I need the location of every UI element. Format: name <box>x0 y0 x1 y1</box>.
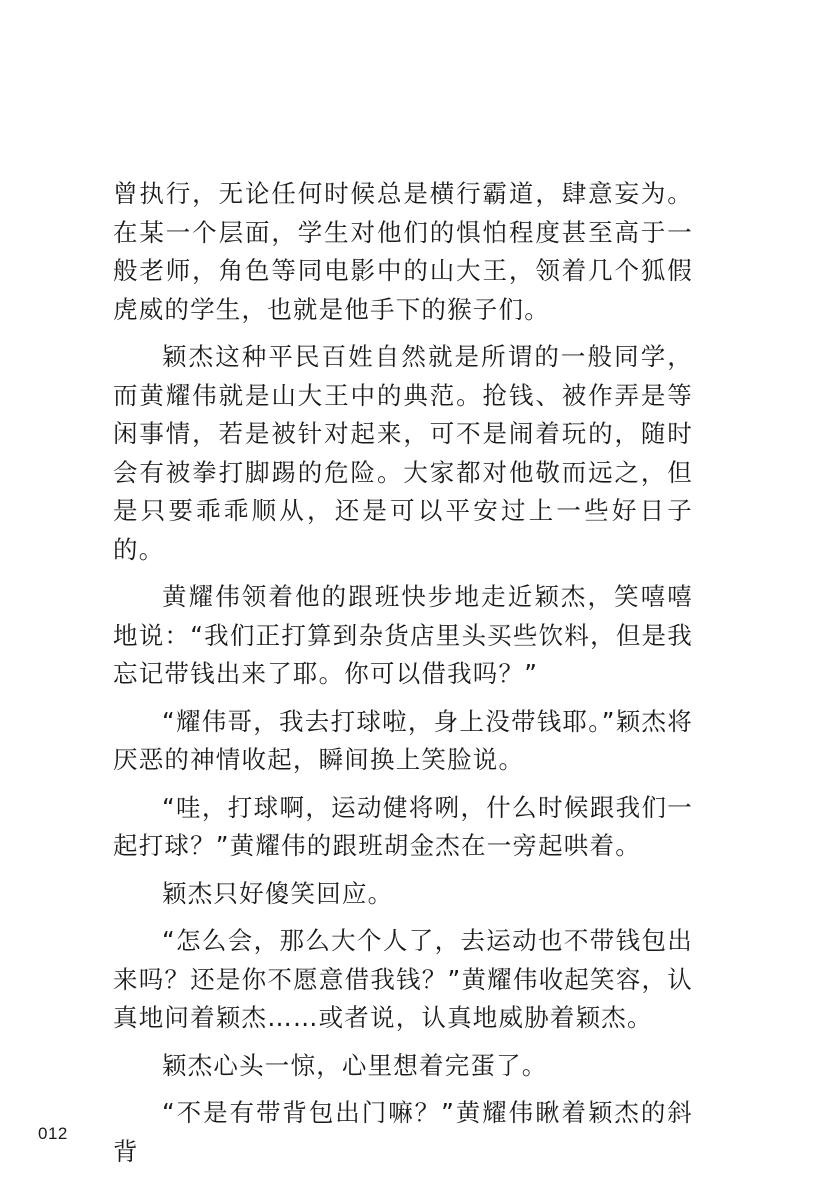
paragraph-7: “怎么会，那么大个人了，去运动也不带钱包出来吗？还是你不愿意借我钱？”黄耀伟收起笑容，认真地问着颖杰……或者说，认真地威胁着颖杰。 <box>113 926 693 1032</box>
paragraph-5: “哇，打球啊，运动健将咧，什么时候跟我们一起打球？”黄耀伟的跟班胡金杰在一旁起哄着。 <box>113 792 693 860</box>
paragraph-2: 颖杰这种平民百姓自然就是所谓的一般同学，而黄耀伟就是山大王中的典范。抢钱、被作弄是等闲事情，若是被针对起来，可不是闹着玩的，随时会有被拳打脚踢的危险。大家都对他敬而远之，但是只要乖乖顺从，还是可以平安过上一些好日子的。 <box>113 342 693 564</box>
paragraph-4: “耀伟哥，我去打球啦，身上没带钱耶。”颖杰将厌恶的神情收起，瞬间换上笑脸说。 <box>113 706 693 774</box>
paragraph-8: 颖杰心头一惊，心里想着完蛋了。 <box>162 1050 548 1080</box>
page-number: 012 <box>38 1124 68 1143</box>
paragraph-9: “不是有带背包出门嘛？”黄耀伟瞅着颖杰的斜背 <box>113 1098 693 1166</box>
paragraph-3: 黄耀伟领着他的跟班快步地走近颖杰，笑嘻嘻地说：“我们正打算到杂货店里头买些饮料，但是我忘记带钱出来了耶。你可以借我吗？” <box>113 582 693 688</box>
paragraph-1: 曾执行，无论任何时候总是横行霸道，肆意妄为。在某一个层面，学生对他们的惧怕程度甚至高于一般老师，角色等同电影中的山大王，领着几个狐假虎威的学生，也就是他手下的猴子们。 <box>113 179 693 324</box>
paragraph-6: 颖杰只好傻笑回应。 <box>162 878 394 908</box>
body-text <box>113 175 693 1180</box>
